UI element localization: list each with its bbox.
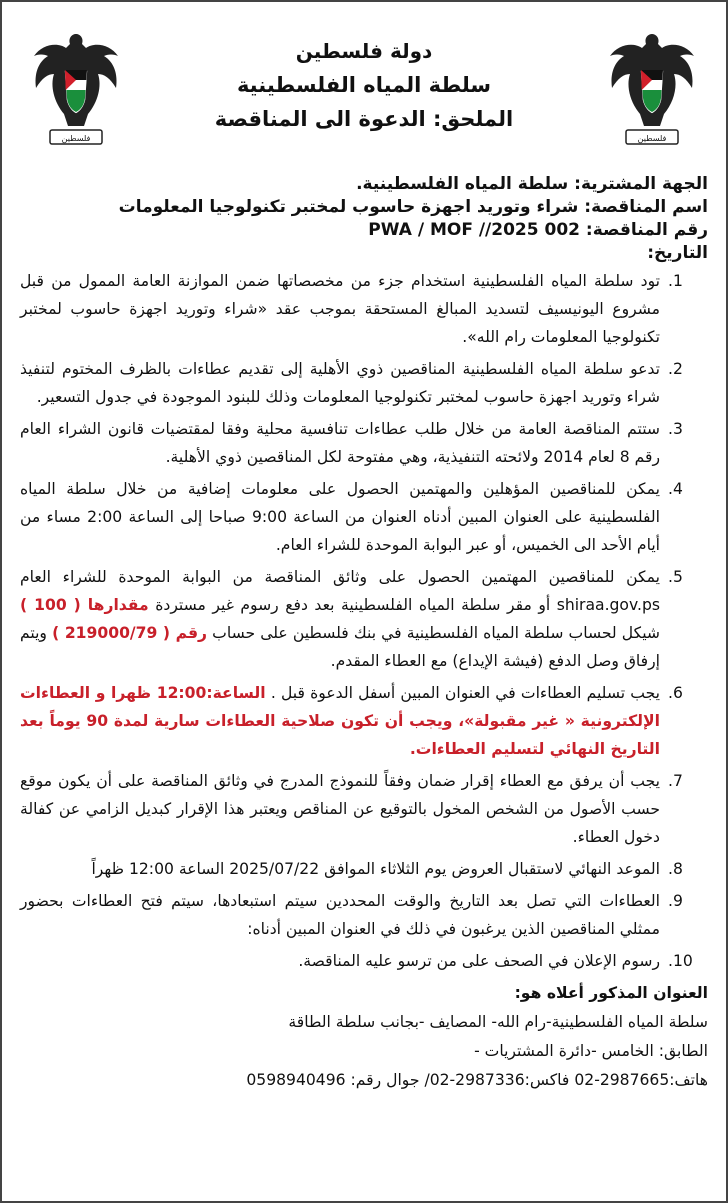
bank-account-number: رقم ( 219000/79 ) (52, 624, 208, 642)
clause-number: .2 (668, 360, 683, 378)
clause-text: العطاءات التي تصل بعد التاريخ والوقت المحددين سيتم استبعادها، سيتم فتح العطاءات بحضور ممثلي المناقصين الذين يرغبون في ذلك في العنوان المبين أدناه: (20, 892, 660, 938)
tender-meta (20, 173, 708, 265)
state-title: دولة فلسطين (295, 39, 433, 63)
phone-number: 02-2987665 (574, 1071, 670, 1089)
clause-text: يمكن للمناقصين المؤهلين والمهتمين الحصول على معلومات إضافية من خلال سلطة المياه الفلسطينية على العنوان المبين أدناه العنوان من الساعة 9:00 صباحا إلى الساعة 2:00 مساء من أيام الأحد الى الخميس، أو عبر البوابة الموحدة للشراء العام. (20, 480, 660, 554)
address-floor: الطابق: الخامس -دائرة المشتريات - (474, 1042, 708, 1060)
clause-number: .5 (668, 568, 683, 586)
clause-item (20, 679, 708, 763)
tender-name-row (20, 196, 708, 219)
emblem-caption: فلسطين (61, 134, 91, 143)
clause-item (20, 475, 708, 559)
clause-text: ستتم المناقصة العامة من خلال طلب عطاءات تنافسية محلية وفقا لمقتضيات قانون الشراء العام رقم 8 لعام 2014 ولائحته التنفيذية، وهي مفتوحة لكل المناقصين ذوي الأهلية. (20, 420, 660, 466)
tender-number-label: رقم المناقصة: (585, 220, 708, 240)
buyer-row (20, 173, 708, 196)
address-line: سلطة المياه الفلسطينية-رام الله- المصايف -بجانب سلطة الطاقة (288, 1013, 708, 1031)
mobile-number: 0598940496 (246, 1071, 346, 1089)
clause-item (20, 415, 708, 471)
clause-item (20, 767, 708, 851)
clause-number: .1 (668, 272, 683, 290)
tender-clauses (20, 267, 708, 975)
date-row (20, 242, 708, 265)
clause-item (20, 887, 708, 943)
clause-text: شيكل لحساب سلطة المياه الفلسطينية في بنك فلسطين على حساب (212, 624, 660, 642)
clause-text: تود سلطة المياه الفلسطينية استخدام جزء من مخصصاتها ضمن الموازنة العامة الممول من قبل مشروع اليونيسيف لتسديد المبالغ المستحقة بموجب عقد «شراء وتوريد اجهزة حاسوب لمختبر تكنولوجيا المعلومات رام الله». (20, 272, 660, 346)
address-heading: العنوان المذكور أعلاه هو: (514, 984, 708, 1002)
clause-item (20, 563, 708, 675)
palestine-eagle-emblem-icon (604, 30, 700, 150)
date-label: التاريخ: (647, 243, 708, 263)
clause-number: .7 (668, 772, 683, 790)
clause-text: تدعو سلطة المياه الفلسطينية المناقصين ذوي الأهلية إلى تقديم عطاءات بالظرف المختوم لتنفيذ شراء وتوريد اجهزة حاسوب لمختبر تكنولوجيا المعلومات وذلك للبنود الموجودة في جدول التسعير. (20, 360, 660, 406)
tender-number-value: PWA / MOF //2025 002 (368, 220, 580, 240)
clause-number: .3 (668, 420, 683, 438)
palestine-eagle-emblem-icon (28, 30, 124, 150)
clause-item (20, 267, 708, 351)
clause-number: .8 (668, 860, 683, 878)
clause-text: يمكن للمناقصين المهتمين الحصول على وثائق المناقصة من البوابة الموحدة للشراء العام shiraa.gov.ps أو مقر سلطة المياه الفلسطينية بعد دفع رسوم غير مستردة (20, 568, 660, 614)
fax-number: 02-2987336 (429, 1071, 525, 1089)
contact-line: هاتف:02-2987665 فاكس:02-2987336/ جوال رقم: 0598940496 (246, 1071, 708, 1089)
clause-item (20, 855, 708, 883)
buyer-label: الجهة المشترية: (574, 174, 708, 194)
tender-name-label: اسم المناقصة: (584, 197, 708, 217)
annex-title: الملحق: الدعوة الى المناقصة (214, 107, 514, 131)
clause-text: يجب أن يرفق مع العطاء إقرار ضمان وفقاً للنموذج المدرج في وثائق المناقصة على أن يكون موقع حسب الأصول من الشخص المخول بالتوقيع عن المناقص ويعتبر هذا الإقرار كبديل الزامي عن كفالة دخول العطاء. (20, 772, 660, 846)
tender-number-row (20, 219, 708, 242)
clause-item (20, 947, 708, 975)
authority-title: سلطة المياه الفلسطينية (236, 73, 492, 97)
clause-item (20, 355, 708, 411)
clause-text: يجب تسليم العطاءات في العنوان المبين أسفل الدعوة قبل . (270, 684, 660, 702)
fax-label: فاكس: (524, 1071, 570, 1089)
phone-label: هاتف: (669, 1071, 708, 1089)
header-titles (140, 34, 588, 136)
clause-text: الموعد النهائي لاستقبال العروض يوم الثلاثاء الموافق 2025/07/22 الساعة 12:00 ظهراً (91, 860, 660, 878)
mobile-label: جوال رقم: (350, 1071, 420, 1089)
clause-text: ويتم إرفاق وصل الدفع (فيشة الإيداع) مع العطاء المقدم. (20, 624, 660, 670)
clause-number: .6 (668, 684, 683, 702)
header (20, 8, 708, 173)
tender-name-value: شراء وتوريد اجهزة حاسوب لمختبر تكنولوجيا المعلومات (118, 197, 579, 217)
emblem-caption: فلسطين (637, 134, 667, 143)
submission-deadline-note: الساعة:12:00 ظهرا و العطاءات الإلكترونية « غير مقبولة»، ويجب أن تكون صلاحية العطاءات سارية لمدة 90 يوماً بعد التاريخ النهائي لتسليم العطاءات. (20, 684, 660, 758)
fee-amount: مقدارها ( 100 ) (20, 596, 149, 614)
clause-text: رسوم الإعلان في الصحف على من ترسو عليه المناقصة. (298, 952, 660, 970)
clause-number: .10 (668, 952, 693, 970)
address-block (20, 979, 708, 1095)
buyer-value: سلطة المياه الفلسطينية. (356, 174, 569, 194)
clause-number: .9 (668, 892, 683, 910)
clause-number: .4 (668, 480, 683, 498)
